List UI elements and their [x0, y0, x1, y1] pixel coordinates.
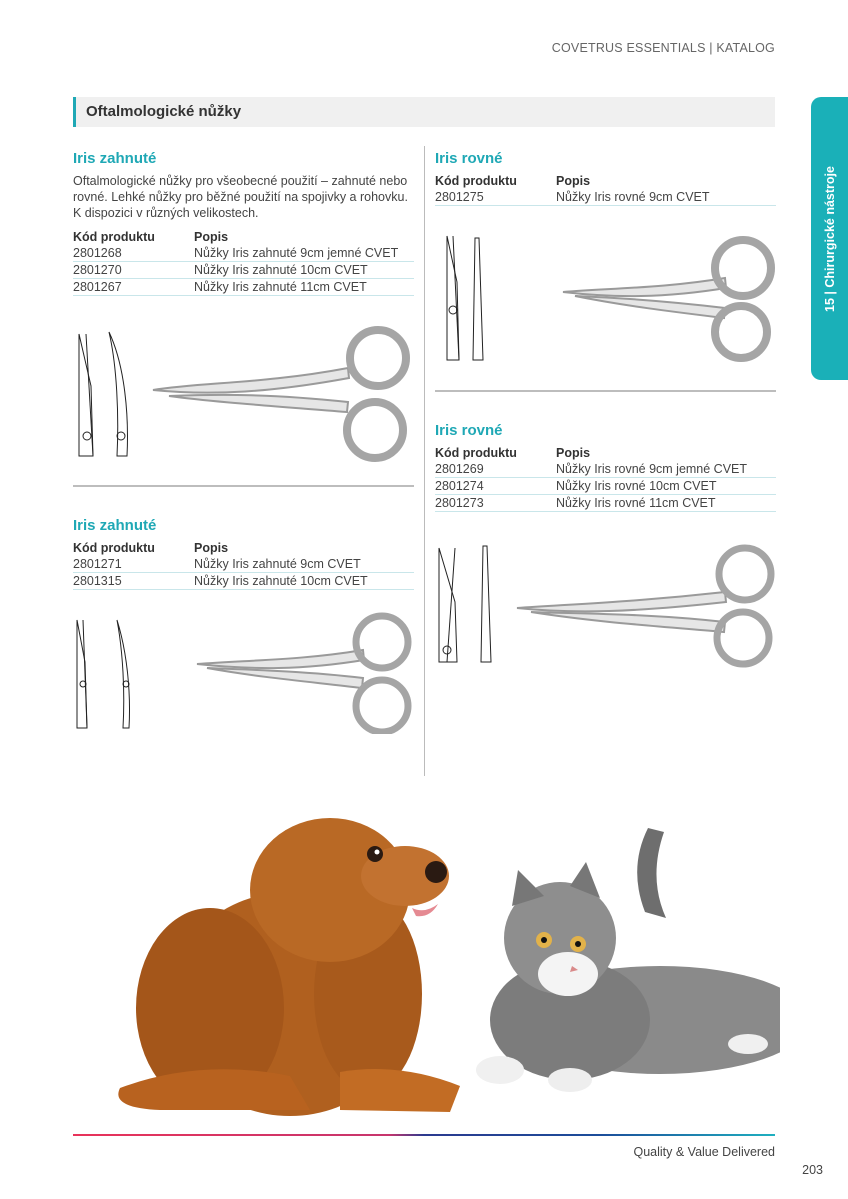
- col-header-code: Kód produktu: [73, 541, 155, 555]
- table-row[interactable]: [435, 495, 776, 512]
- product-code: 2801274: [435, 478, 556, 495]
- product-desc: Nůžky Iris zahnuté 11cm CVET: [194, 279, 414, 296]
- section-title: Oftalmologické nůžky: [86, 103, 242, 120]
- product-description: Oftalmologické nůžky pro všeobecné použití – zahnuté nebo rovné. Lehké nůžky pro běžné použití na spojivky a rohovku. K dispozici v různých velikostech.: [73, 174, 408, 220]
- curved-scissors-image: [73, 612, 414, 734]
- col-header-desc: Popis: [194, 230, 229, 244]
- straight-scissors-image: [435, 542, 776, 668]
- divider-line: [73, 485, 414, 487]
- col-header-code: Kód produktu: [435, 174, 517, 188]
- product-code: 2801315: [73, 573, 194, 590]
- product-desc: Nůžky Iris rovné 10cm CVET: [556, 478, 776, 495]
- product-desc: Nůžky Iris zahnuté 10cm CVET: [194, 573, 414, 590]
- cat: [476, 828, 780, 1092]
- product-table: [435, 173, 776, 206]
- product-code: 2801270: [73, 262, 194, 279]
- footer-tagline: Quality & Value Delivered: [633, 1145, 775, 1159]
- curved-scissors-image: [73, 326, 414, 462]
- table-row[interactable]: [435, 461, 776, 478]
- col-header-desc: Popis: [556, 446, 591, 460]
- divider-line: [435, 390, 776, 392]
- col-header-desc: Popis: [194, 541, 229, 555]
- chapter-side-tab[interactable]: [811, 97, 848, 380]
- product-block-iris-zahnute-2: [73, 517, 414, 590]
- table-row[interactable]: [435, 478, 776, 495]
- product-code: 2801268: [73, 245, 194, 262]
- product-table: [435, 445, 776, 512]
- product-code: 2801267: [73, 279, 194, 296]
- dog: [118, 818, 460, 1116]
- product-desc: Nůžky Iris zahnuté 9cm CVET: [194, 556, 414, 573]
- col-header-code: Kód produktu: [435, 446, 517, 460]
- straight-scissors-image: [435, 232, 776, 362]
- product-code: 2801271: [73, 556, 194, 573]
- dog-and-cat-photo: [100, 808, 780, 1124]
- product-code: 2801275: [435, 189, 556, 206]
- product-table: [73, 229, 414, 296]
- product-desc: Nůžky Iris rovné 9cm jemné CVET: [556, 461, 776, 478]
- table-row[interactable]: [73, 573, 414, 590]
- product-desc: Nůžky Iris zahnuté 10cm CVET: [194, 262, 414, 279]
- table-row[interactable]: [435, 189, 776, 206]
- product-title: Iris zahnuté: [73, 150, 157, 167]
- product-block-iris-rovne-2: [435, 422, 776, 512]
- col-header-code: Kód produktu: [73, 230, 155, 244]
- chapter-side-tab-label: 15 | Chirurgické nástroje: [822, 165, 837, 312]
- product-desc: Nůžky Iris rovné 9cm CVET: [556, 189, 776, 206]
- section-title-bar: [73, 97, 775, 127]
- column-divider: [424, 146, 425, 776]
- product-block-iris-zahnute-1: [73, 150, 414, 296]
- product-title: Iris rovné: [435, 422, 503, 439]
- product-desc: Nůžky Iris zahnuté 9cm jemné CVET: [194, 245, 414, 262]
- table-row[interactable]: [73, 556, 414, 573]
- footer-gradient-line: [73, 1134, 775, 1136]
- table-row[interactable]: [73, 262, 414, 279]
- product-code: 2801273: [435, 495, 556, 512]
- col-header-desc: Popis: [556, 174, 591, 188]
- table-row[interactable]: [73, 245, 414, 262]
- product-desc: Nůžky Iris rovné 11cm CVET: [556, 495, 776, 512]
- table-row[interactable]: [73, 279, 414, 296]
- catalog-header: COVETRUS ESSENTIALS | KATALOG: [551, 41, 775, 55]
- product-table: [73, 540, 414, 590]
- product-block-iris-rovne-1: [435, 150, 776, 206]
- product-title: Iris rovné: [435, 150, 503, 167]
- product-code: 2801269: [435, 461, 556, 478]
- page-number: 203: [802, 1163, 823, 1177]
- product-title: Iris zahnuté: [73, 517, 157, 534]
